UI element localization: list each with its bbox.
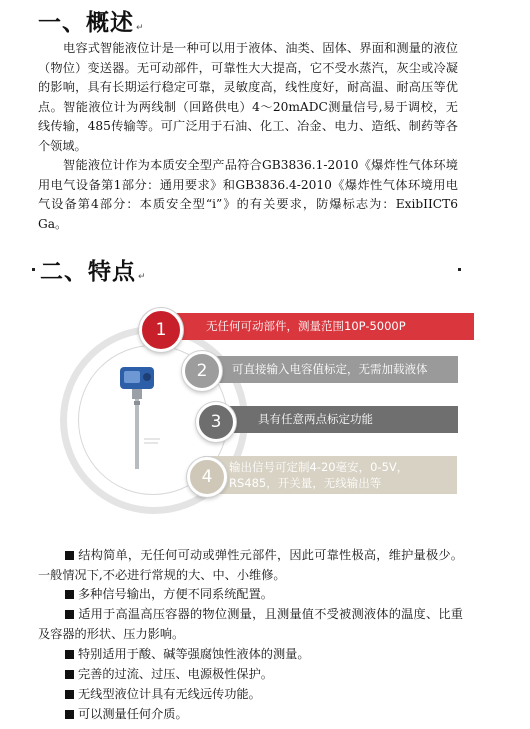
feature-number-3: 3 xyxy=(196,402,236,442)
paragraph-mark: ↵ xyxy=(136,23,145,33)
heading-text: 一、概述 xyxy=(38,10,134,36)
bullet-text: 多种信号输出，方便不同系统配置。 xyxy=(78,587,273,601)
bullet-text: 可以测量任何介质。 xyxy=(78,707,188,721)
square-bullet-icon xyxy=(65,670,74,679)
feature-text: 具有任意两点标定功能 xyxy=(258,412,373,426)
feature-text: 可直接输入电容值标定，无需加载液体 xyxy=(232,362,428,376)
feature-bullet-6 xyxy=(38,685,463,705)
feature-text: 无任何可动部件，测量范围10P-5000P xyxy=(206,319,406,333)
feature-bar-1 xyxy=(173,313,474,340)
bullet-text: 完善的过流、过压、电源极性保护。 xyxy=(78,667,273,681)
feature-bar-2 xyxy=(206,356,458,383)
square-bullet-icon xyxy=(65,551,74,560)
feature-bullet-1 xyxy=(38,546,463,585)
bullet-text: 特别适用于酸、碱等强腐蚀性液体的测量。 xyxy=(78,647,310,661)
feature-number-1: 1 xyxy=(139,308,183,352)
section-heading-overview xyxy=(38,4,145,37)
square-bullet-icon xyxy=(65,690,74,699)
square-bullet-icon xyxy=(65,710,74,719)
overview-paragraph-1: 电容式智能液位计是一种可以用于液体、油类、固体、界面和测量的液位（物位）变送器。无可动部件，可靠性大大提高，它不受水蒸汽，灰尘或冷凝的影响，具有长期运行稳定可靠，灵敏度高，线性度好，耐高温、耐高压等优点。智能液位计为两线制（回路供电）4～20mADC测量信号,易于调校，无线传输，485传输等。可广泛用于石油、化工、冶金、电力、造纸、制药等各个领域。 xyxy=(38,41,458,153)
square-bullet-icon xyxy=(65,590,74,599)
section-heading-features xyxy=(40,253,147,286)
bullet-dot-left xyxy=(32,268,35,271)
heading-text: 二、特点 xyxy=(40,259,136,285)
feature-bar-3 xyxy=(212,406,458,433)
feature-text-line-1: 输出信号可定制4-20毫安，0-5V， xyxy=(229,460,409,474)
feature-bullet-4 xyxy=(38,645,463,665)
square-bullet-icon xyxy=(65,610,74,619)
feature-bar-4 xyxy=(203,456,457,494)
paragraph-mark: ↵ xyxy=(138,272,147,282)
feature-number-4: 4 xyxy=(187,457,227,497)
feature-bullet-2 xyxy=(38,585,463,605)
bullet-text: 适用于高温高压容器的物位测量，且测量值不受被测液体的温度、比重及容器的形状、压力影响。 xyxy=(38,607,463,641)
overview-paragraph-2: 智能液位计作为本质安全型产品符合GB3836.1-2010《爆炸性气体环境用电气设备第1部分：通用要求》和GB3836.4-2010《爆炸性气体环境用电气设备第4部分：本质安全型“i”》的有关要求，防爆标志为：ExibIICT6 Ga。 xyxy=(38,158,458,231)
feature-number-2: 2 xyxy=(182,351,222,391)
features-diagram xyxy=(58,299,478,514)
feature-bullet-3 xyxy=(38,605,463,644)
square-bullet-icon xyxy=(65,650,74,659)
feature-bullet-5 xyxy=(38,665,463,685)
feature-bullet-7 xyxy=(38,705,463,725)
level-transmitter-icon xyxy=(108,361,178,481)
bullet-text: 无线型液位计具有无线远传功能。 xyxy=(78,687,261,701)
bullet-text: 结构简单，无任何可动或弹性元部件，因此可靠性极高，维护量极少。一般情况下,不必进行常规的大、中、小维修。 xyxy=(38,548,463,582)
feature-text-line-2: RS485，开关量，无线输出等 xyxy=(229,476,382,490)
bullet-dot-right xyxy=(458,268,461,271)
